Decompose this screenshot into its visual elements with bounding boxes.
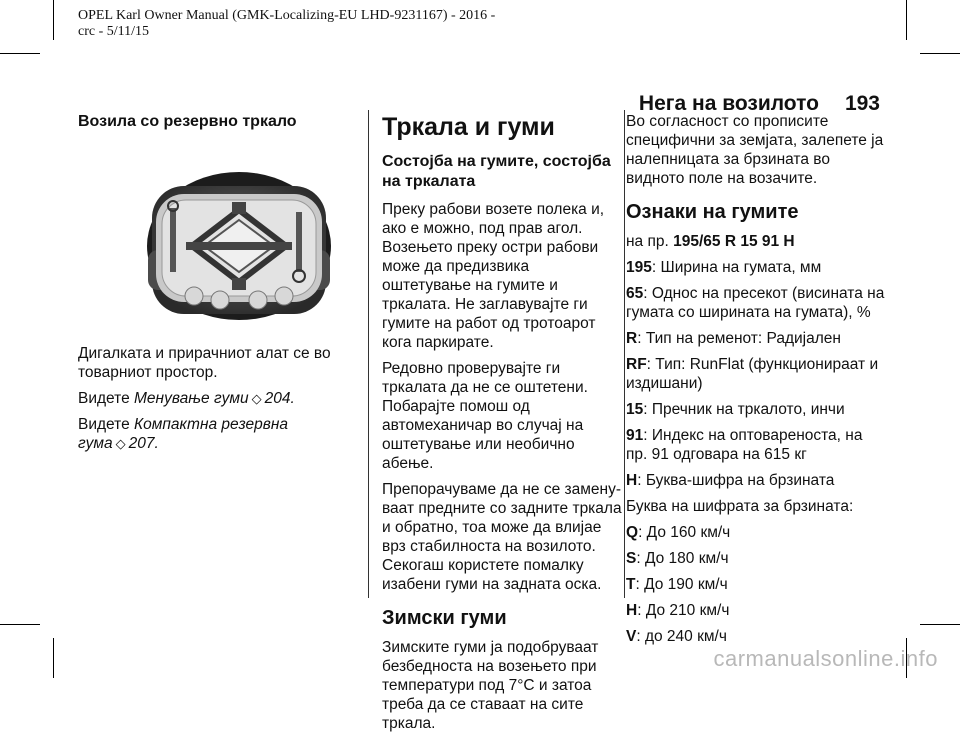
paragraph: Во согласност со прописите специфични за земјата, залепете ја налепницата за брзината во видното поле на возачите.	[626, 113, 884, 187]
ref-link-title[interactable]: Менување гуми	[134, 390, 249, 407]
subsection-heading: Ознаки на гумите	[626, 201, 799, 223]
paragraph: Зимските гуми ја подобруваат безбедноста на возењето при температури под 7°C и затоа треба да се ставаат на сите тркала.	[382, 639, 599, 732]
crop-mark	[920, 53, 960, 54]
document-meta: OPEL Karl Owner Manual (GMK-Localizing-EU LHD-9231167) - 2016 - crc - 5/11/15	[78, 8, 496, 39]
list-item: T: До 190 км/ч	[626, 576, 728, 593]
tyre-code-example: на пр. 195/65 R 15 91 H	[626, 233, 795, 250]
list-item: H: До 210 км/ч	[626, 602, 730, 619]
list-item: S: До 180 км/ч	[626, 550, 729, 567]
watermark: carmanualsonline.info	[713, 646, 938, 671]
cross-reference	[78, 389, 348, 408]
page-ref-icon: ◇	[115, 436, 126, 451]
spare-wheel-tool-figure	[146, 172, 332, 322]
ref-page[interactable]: 207.	[128, 435, 159, 452]
page-ref-icon: ◇	[251, 391, 262, 406]
list-item: 15: Пречник на тркалото, инчи	[626, 401, 845, 418]
ref-page[interactable]: 204.	[264, 390, 295, 407]
column-divider	[624, 110, 625, 598]
list-item: RF: Тип: RunFlat (функционираат и издишани)	[626, 356, 879, 392]
ref-link-title[interactable]: Компактна резервна гума	[78, 416, 288, 452]
tool-kit-illustration	[146, 172, 332, 322]
list-item: V: до 240 км/ч	[626, 628, 727, 645]
list-item: 195: Ширина на гумата, мм	[626, 259, 822, 276]
paragraph: Буква на шифрата за брзината:	[626, 498, 854, 515]
column-1	[78, 112, 348, 460]
paragraph: Препорачуваме да не се замену-ваат предните со задните тркала и обратно, тоа може да влијае врз стабилноста на возилото. Секогаш користете помалку изабени гуми на задната оска.	[382, 481, 622, 593]
section-title: Нега на возилото	[638, 92, 819, 115]
list-item: 91: Индекс на оптовареноста, на пр. 91 одговара на 615 кг	[626, 427, 863, 463]
list-item: Q: До 160 км/ч	[626, 524, 731, 541]
ref-prefix: Видете	[78, 416, 130, 433]
crop-mark	[920, 624, 960, 625]
list-item: 65: Однос на пресекот (висината на гумата со ширината на гумата), %	[626, 285, 885, 321]
figure-caption: Дигалката и прирачниот алат се во товарниот простор.	[78, 345, 331, 381]
crop-mark	[906, 0, 907, 40]
column-divider	[368, 110, 369, 598]
paragraph: Преку рабови возете полека и, ако е можно, под прав агол. Возењето преку остри рабови може да предизвика оштетување на гумите и тркалата. Не заглавувајте ги гумите на работ од тротоарот кога паркирате.	[382, 201, 605, 351]
list-item: H: Буква-шифра на брзината	[626, 472, 835, 489]
crop-mark	[53, 638, 54, 678]
paragraph: Редовно проверувајте ги тркалата да не се оштетени. Побарајте помош од автомеханичар во случај на оштетување или необично абење.	[382, 360, 588, 472]
column-3	[626, 112, 886, 653]
subsection-heading: Состојба на гумите, состојба на тркалата	[382, 153, 611, 190]
list-item: R: Тип на ременот: Радијален	[626, 330, 841, 347]
crop-mark	[53, 0, 54, 40]
column-2	[382, 112, 622, 740]
chapter-title: Тркала и гуми	[382, 113, 555, 141]
page-number: 193	[844, 92, 880, 115]
subsection-heading: Зимски гуми	[382, 607, 507, 629]
crop-mark	[0, 53, 40, 54]
section-heading: Возила со резервно тркало	[78, 113, 297, 130]
tyre-code: 195/65 R 15 91 H	[673, 233, 795, 250]
cross-reference	[78, 415, 348, 453]
crop-mark	[0, 624, 40, 625]
ref-prefix: Видете	[78, 390, 130, 407]
